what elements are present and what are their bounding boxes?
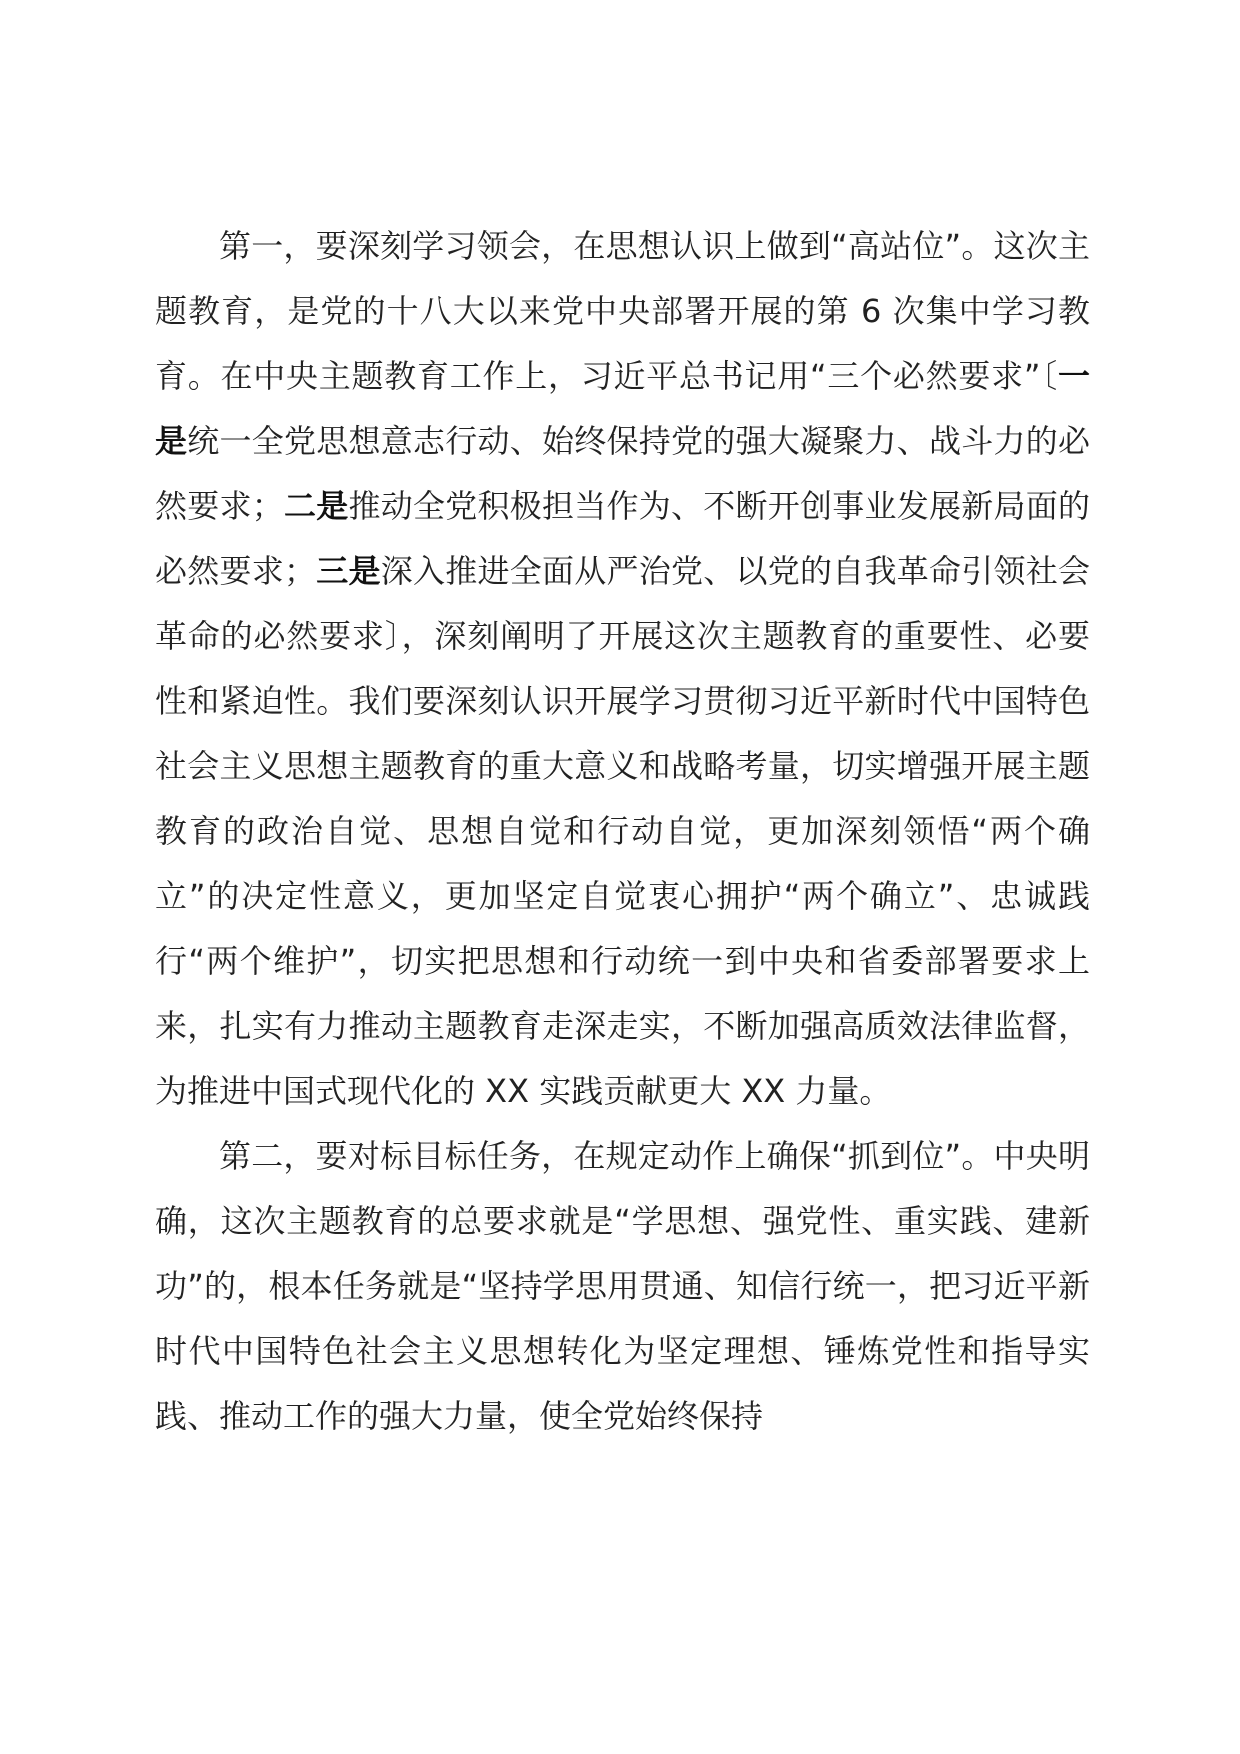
paragraph-1-bold-3: 三是 — [316, 552, 381, 590]
paragraph-1-text: 第一，要深刻学习领会，在思想认识上做到“高站位”。这次主题教育，是党的十八大以来党中央部署开展的第 6 次集中学习教育。在中央主题教育工作上，习近平总书记用“三个必然要求”〔 — [155, 227, 1090, 395]
paragraph-2 — [155, 1124, 1090, 1449]
paragraph-2-text: 第二，要对标目标任务，在规定动作上确保“抓到位”。中央明确，这次主题教育的总要求就是“学思想、强党性、重实践、建新功”的，根本任务就是“坚持学思用贯通、知信行统一，把习近平新时代中国特色社会主义思想转化为坚定理想、锤炼党性和指导实践、推动工作的强大力量，使全党始终保持 — [155, 1137, 1090, 1435]
paragraph-1-bold-1: 一是 — [155, 357, 1090, 460]
paragraph-1 — [155, 214, 1090, 1124]
document-body — [155, 214, 1090, 1449]
paragraph-1-text: 统一全党思想意志行动、始终保持党的强大凝聚力、战斗力的必然要求； — [155, 422, 1090, 525]
paragraph-1-text: 深入推进全面从严治党、以党的自我革命引领社会革命的必然要求〕，深刻阐明了开展这次主题教育的重要性、必要性和紧迫性。我们要深刻认识开展学习贯彻习近平新时代中国特色社会主义思想主题教育的重大意义和战略考量，切实增强开展主题教育的政治自觉、思想自觉和行动自觉，更加深刻领悟“两个确立”的决定性意义，更加坚定自觉衷心拥护“两个确立”、忠诚践行“两个维护”，切实把思想和行动统一到中央和省委部署要求上来，扎实有力推动主题教育走深走实，不断加强高质效法律监督，为推进中国式现代化的 XX 实践贡献更大 XX 力量。 — [155, 552, 1090, 1110]
paragraph-1-bold-2: 二是 — [283, 487, 349, 525]
paragraph-1-text: 推动全党积极担当作为、不断开创事业发展新局面的必然要求； — [155, 487, 1090, 590]
